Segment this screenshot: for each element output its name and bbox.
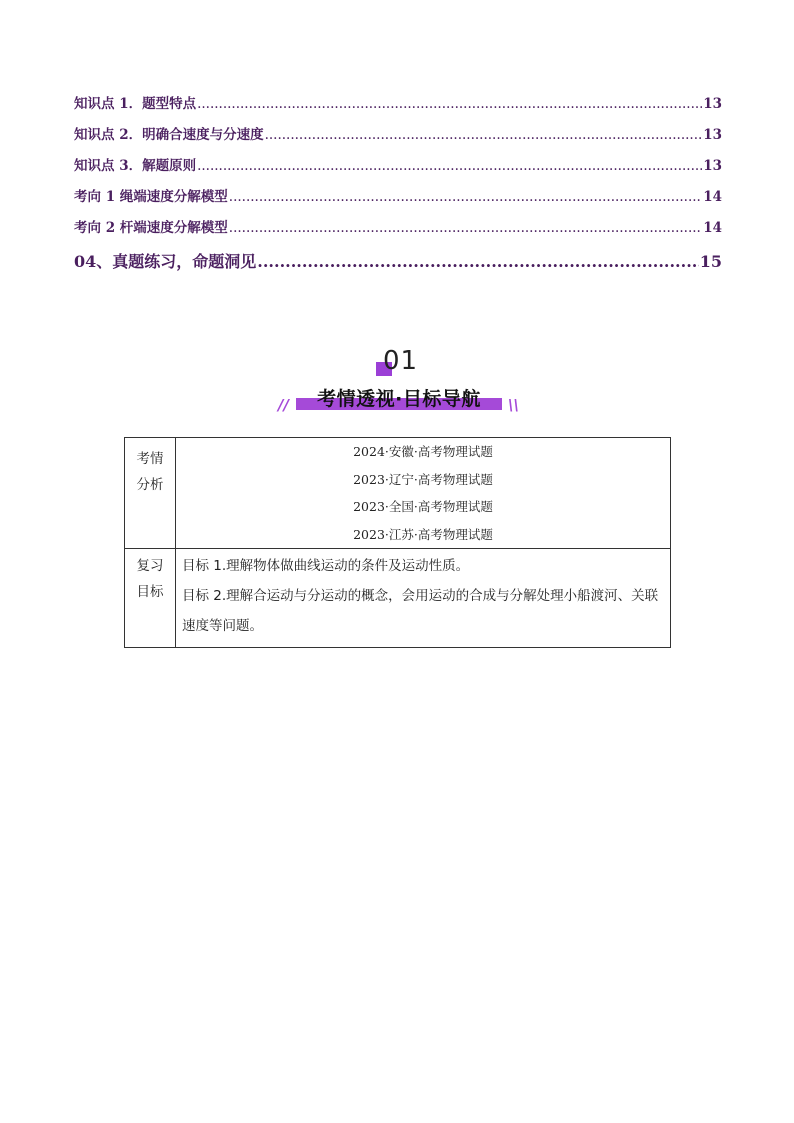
section-number: 01 bbox=[383, 346, 419, 376]
exam-analysis-table bbox=[124, 437, 671, 648]
goal-label-cell bbox=[125, 549, 176, 648]
toc-entry-title: 考向 1 绳端速度分解模型 bbox=[74, 189, 228, 205]
exam-year-item: 2024·安徽·高考物理试题 bbox=[353, 444, 493, 459]
toc-entry[interactable] bbox=[74, 92, 722, 123]
toc-entry-page: 13 bbox=[703, 127, 722, 143]
analysis-label-line: 分析 bbox=[136, 477, 164, 493]
section-header bbox=[0, 346, 794, 416]
toc-entry[interactable] bbox=[74, 154, 722, 185]
exam-year-item: 2023·江苏·高考物理试题 bbox=[353, 526, 493, 542]
toc-leader-dots bbox=[197, 96, 702, 112]
exam-year-item: 2023·辽宁·高考物理试题 bbox=[353, 471, 493, 487]
toc-entry[interactable] bbox=[74, 185, 722, 216]
toc-leader-dots bbox=[265, 127, 703, 143]
toc-entry-title: 知识点 3．解题原则 bbox=[74, 158, 197, 174]
table-row bbox=[125, 549, 671, 648]
toc-entry-major[interactable] bbox=[74, 249, 722, 280]
toc-leader-dots bbox=[229, 189, 702, 205]
right-slash-decoration: \\ bbox=[508, 396, 519, 414]
toc-entry[interactable] bbox=[74, 123, 722, 154]
goal-label-line: 复习 bbox=[136, 558, 164, 574]
toc-entry[interactable] bbox=[74, 216, 722, 247]
toc-entry-page: 13 bbox=[703, 96, 722, 112]
toc-entry-page: 14 bbox=[703, 220, 722, 236]
analysis-label-line: 考情 bbox=[136, 451, 164, 467]
toc-entry-page: 15 bbox=[699, 252, 722, 271]
toc-entry-page: 14 bbox=[703, 189, 722, 205]
table-of-contents bbox=[74, 92, 722, 280]
table-row bbox=[125, 438, 671, 549]
review-goals-cell bbox=[176, 549, 671, 648]
toc-leader-dots bbox=[229, 220, 702, 236]
toc-leader-dots bbox=[197, 158, 702, 174]
toc-entry-page: 13 bbox=[703, 158, 722, 174]
left-slash-decoration: // bbox=[278, 396, 289, 414]
exam-year-item: 2023·全国·高考物理试题 bbox=[353, 499, 493, 514]
toc-entry-title: 考向 2 杆端速度分解模型 bbox=[74, 220, 228, 236]
exam-years-cell bbox=[176, 438, 671, 549]
toc-entry-title: 知识点 2．明确合速度与分速度 bbox=[74, 127, 264, 143]
toc-entry-title: 04、真题练习，命题洞见 bbox=[74, 252, 257, 271]
review-goal-item: 目标 1.理解物体做曲线运动的条件及运动性质。 bbox=[182, 558, 470, 574]
analysis-label-cell bbox=[125, 438, 176, 549]
goal-label-line: 目标 bbox=[136, 584, 164, 600]
toc-entry-title: 知识点 1．题型特点 bbox=[74, 96, 197, 112]
review-goal-item: 目标 2.理解合运动与分运动的概念，会用运动的合成与分解处理小船渡河、关联速度等问题。 bbox=[182, 588, 659, 634]
section-title: 考情透视·目标导航 bbox=[317, 388, 481, 410]
toc-leader-dots bbox=[257, 252, 698, 271]
